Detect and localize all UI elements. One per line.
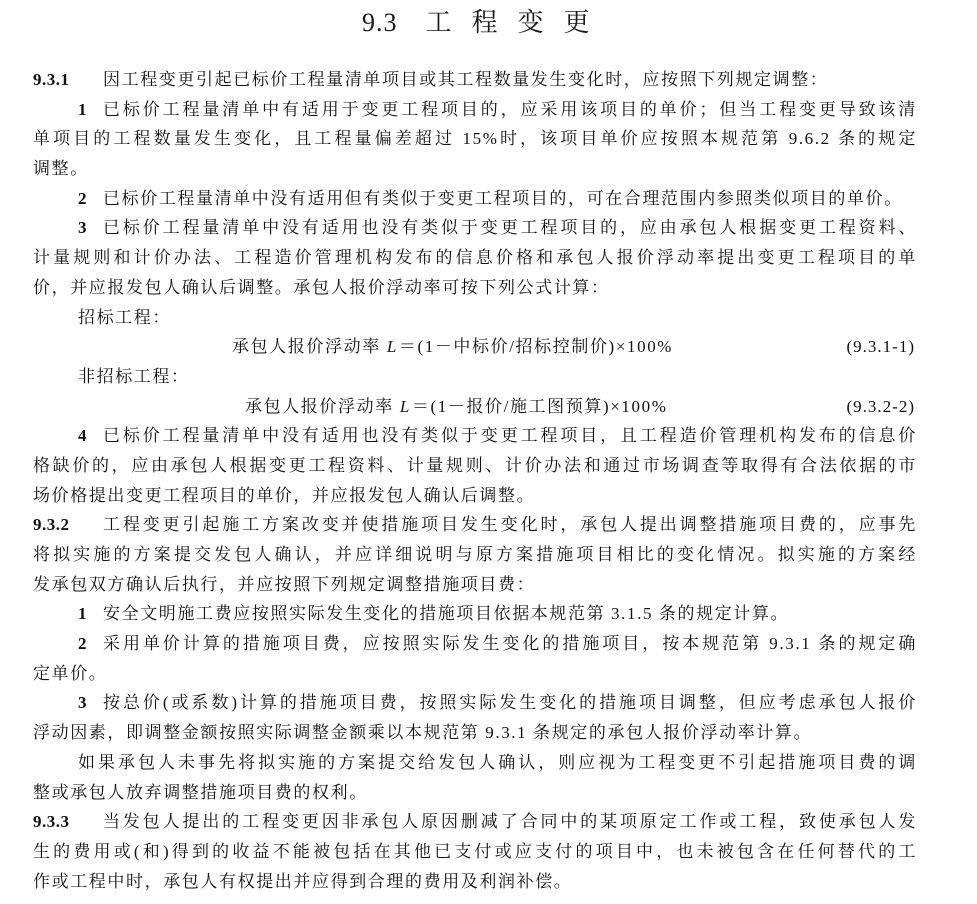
- clause-text: 生的费用或(和)得到的收益不能被包括在其他已支付或应支付的项目中，也未被包含在任何替代的工: [33, 841, 917, 861]
- clause-9-3-1-item-1-line-3: [33, 154, 917, 184]
- clause-9-3-2-line-1: [33, 510, 917, 540]
- item-number: 4: [78, 426, 87, 446]
- item-number: 2: [78, 188, 87, 208]
- item-text: 场价格提出变更工程项目的单价，并应报发包人确认后调整。: [33, 485, 536, 505]
- formula-rhs: ＝(1－中标价/招标控制价)×100%: [398, 337, 674, 357]
- item-text: 按总价(或系数)计算的措施项目费，按照实际发生变化的措施项目调整，但应考虑承包人报价: [103, 693, 917, 713]
- item-text: 已标价工程量清单中没有适用但有类似于变更工程项目的，可在合理范围内参照类似项目的单价。: [103, 188, 903, 208]
- item-text: 安全文明施工费应按照实际发生变化的措施项目依据本规范第 3.1.5 条的规定计算。: [103, 604, 790, 624]
- clause-text: 将拟实施的方案提交发包人确认，并应详细说明与原方案措施项目相比的变化情况。拟实施的方案经: [33, 545, 917, 564]
- clause-text: 工程变更引起施工方案改变并使措施项目发生变化时，承包人提出调整措施项目费的，应事先: [103, 515, 917, 535]
- clause-text: 当发包人提出的工程变更因非承包人原因删减了合同中的某项原定工作或工程，致使承包人发: [103, 812, 917, 832]
- clause-9-3-2-note-line-1: [33, 748, 917, 778]
- formula-lhs: 承包人报价浮动率: [232, 337, 381, 357]
- item-text: 已标价工程量清单中没有适用也没有类似于变更工程项目，且工程造价管理机构发布的信息价: [103, 426, 917, 446]
- clause-9-3-2-line-3: [33, 570, 917, 600]
- item-number: 3: [78, 218, 87, 238]
- clause-9-3-1-item-4-line-3: [33, 481, 917, 511]
- section-number: 9.3: [362, 8, 398, 37]
- item-text: 计量规则和计价办法、工程造价管理机构发布的信息价格和承包人报价浮动率提出变更工程项目的单: [33, 248, 917, 268]
- clause-9-3-1-item-3-line-3: [33, 273, 917, 303]
- clause-9-3-1-item-1-line-2: [33, 124, 917, 154]
- clause-9-3-1-item-2-line-1: [33, 184, 917, 214]
- clause-number: 9.3.3: [33, 812, 70, 832]
- formula-case-label-non-tender: [33, 362, 917, 392]
- item-text: 已标价工程量清单中有适用于变更工程项目的，应采用该项目的单价；但当工程变更导致该清: [103, 99, 917, 119]
- item-text: 调整。: [33, 159, 89, 179]
- clause-9-3-1-item-4-line-2: [33, 451, 917, 481]
- item-number: 2: [78, 634, 87, 654]
- clause-9-3-3-line-2: [33, 837, 917, 867]
- section-heading-text: 工程变更: [425, 8, 610, 37]
- item-text: 采用单价计算的措施项目费，应按照实际发生变化的措施项目，按本规范第 9.3.1 条的规定确: [103, 634, 917, 654]
- clause-9-3-2-note-line-2: [33, 778, 917, 808]
- formula-line-1: [33, 332, 917, 362]
- case-label: 非招标工程：: [78, 366, 190, 386]
- clause-9-3-3-line-3: [33, 867, 917, 897]
- clause-9-3-2-item-2-line-2: [33, 659, 917, 689]
- formula-case-label-tender: [33, 303, 917, 333]
- clause-9-3-2-item-1-line-1: [33, 599, 917, 629]
- section-title: [362, 3, 610, 43]
- case-label: 招标工程：: [78, 307, 171, 327]
- clause-9-3-2-line-2: [33, 540, 917, 570]
- clause-9-3-1-item-4-line-1: [33, 421, 917, 451]
- equation-number: (9.3.2-2): [846, 396, 915, 416]
- formula-expression: [245, 392, 667, 422]
- formula-line-2: [33, 392, 917, 422]
- clause-number: 9.3.2: [33, 515, 70, 535]
- document-body: [33, 65, 917, 896]
- clause-9-3-2-item-2-line-1: [33, 629, 917, 659]
- formula-lhs: 承包人报价浮动率: [245, 396, 394, 416]
- clause-text: 发承包双方确认后执行，并应按照下列规定调整措施项目费：: [33, 574, 536, 594]
- clause-9-3-2-item-3-line-2: [33, 718, 917, 748]
- formula-variable: L: [386, 337, 398, 357]
- note-text: 整或承包人放弃调整措施项目费的权利。: [33, 782, 368, 802]
- item-number: 3: [78, 693, 87, 713]
- clause-text: 因工程变更引起已标价工程量清单项目或其工程数量发生变化时，应按照下列规定调整：: [103, 70, 829, 89]
- item-text: 单项目的工程数量发生变化，且工程量偏差超过 15%时，该项目单价应按照本规范第 9.6.2 条的规定: [33, 129, 917, 149]
- item-text: 已标价工程量清单中没有适用也没有类似于变更工程项目的，应由承包人根据变更工程资料、: [103, 218, 917, 238]
- formula-expression: [232, 332, 673, 362]
- clause-number: 9.3.1: [33, 70, 70, 89]
- equation-number: (9.3.1-1): [846, 337, 915, 357]
- formula-rhs: ＝(1－报价/施工图预算)×100%: [411, 396, 668, 416]
- clause-9-3-3-line-1: [33, 807, 917, 837]
- clause-9-3-2-item-3-line-1: [33, 688, 917, 718]
- clause-9-3-1-item-3-line-2: [33, 243, 917, 273]
- item-text: 格缺价的，应由承包人根据变更工程资料、计量规则、计价办法和通过市场调查等取得有合法依据的市: [33, 455, 917, 475]
- note-text: 如果承包人未事先将拟实施的方案提交给发包人确认，则应视为工程变更不引起措施项目费的调: [78, 752, 917, 772]
- clause-9-3-1-item-1-line-1: [33, 95, 917, 125]
- clause-text: 作或工程中时，承包人有权提出并应得到合理的费用及利润补偿。: [33, 871, 573, 891]
- item-text: 价，并应报发包人确认后调整。承包人报价浮动率可按下列公式计算：: [33, 277, 610, 297]
- item-text: 浮动因素，即调整金额按照实际调整金额乘以本规范第 9.3.1 条规定的承包人报价浮动率计算。: [33, 723, 813, 743]
- item-number: 1: [78, 99, 87, 119]
- item-number: 1: [78, 604, 87, 624]
- clause-9-3-1-item-3-line-1: [33, 213, 917, 243]
- item-text: 定单价。: [33, 663, 108, 683]
- clause-9-3-1-line-1: [33, 65, 917, 95]
- formula-variable: L: [399, 396, 411, 416]
